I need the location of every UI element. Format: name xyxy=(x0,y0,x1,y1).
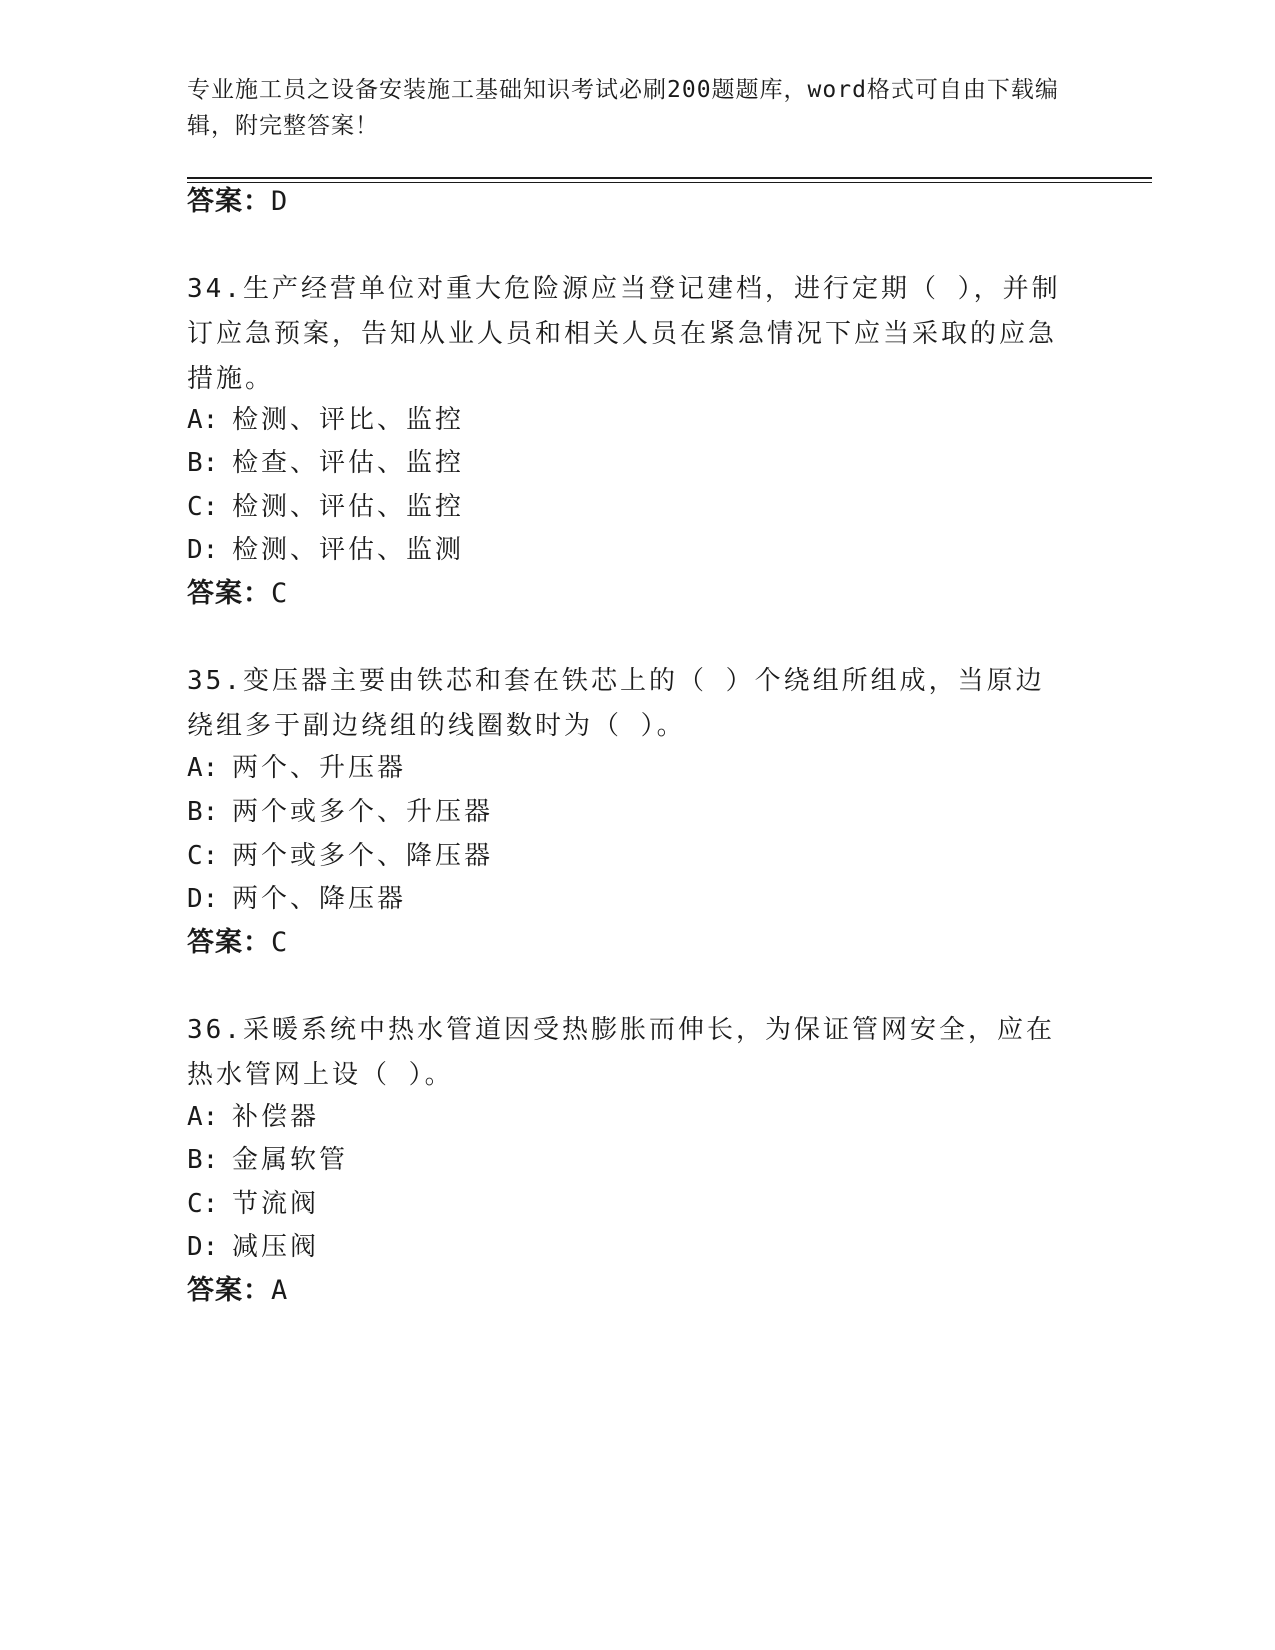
option-text: 金属软管 xyxy=(232,1145,349,1175)
option-letter: A: xyxy=(187,1102,219,1132)
question-36-option-a xyxy=(187,1099,319,1135)
option-letter: D: xyxy=(187,535,219,565)
question-35-option-d xyxy=(187,881,406,917)
question-34-option-b xyxy=(187,445,464,481)
option-letter: D: xyxy=(187,1232,219,1262)
option-text: 检测、评估、监测 xyxy=(232,535,465,565)
option-text: 节流阀 xyxy=(232,1189,320,1219)
question-34-option-a xyxy=(187,402,464,438)
option-text: 两个或多个、降压器 xyxy=(232,841,494,871)
option-text: 两个或多个、升压器 xyxy=(232,797,494,827)
question-34-option-c xyxy=(187,489,464,525)
answer-line-prev xyxy=(187,184,288,220)
question-36-option-c xyxy=(187,1186,319,1222)
option-letter: B: xyxy=(187,1145,219,1175)
question-35-option-a xyxy=(187,750,406,786)
answer-label: 答案： xyxy=(187,927,271,958)
option-text: 检查、评估、监控 xyxy=(232,448,465,478)
question-34-option-d xyxy=(187,532,464,568)
option-text: 补偿器 xyxy=(232,1102,320,1132)
question-35-answer xyxy=(187,925,288,961)
option-letter: B: xyxy=(187,448,219,478)
option-letter: A: xyxy=(187,405,219,435)
page-header-title: 专业施工员之设备安装施工基础知识考试必刷200题题库，word格式可自由下载编辑，附完整答案！ xyxy=(187,77,1059,139)
question-36-answer xyxy=(187,1273,288,1309)
option-text: 减压阀 xyxy=(232,1232,320,1262)
option-letter: C: xyxy=(187,841,219,871)
option-text: 检测、评估、监控 xyxy=(232,492,465,522)
question-34-answer xyxy=(187,576,288,612)
question-36-stem: 36.采暖系统中热水管道因受热膨胀而伸长，为保证管网安全，应在热水管网上设（ ）。 xyxy=(187,1015,1055,1090)
answer-value: D xyxy=(271,186,289,217)
answer-value: A xyxy=(271,1275,289,1306)
option-text: 两个、降压器 xyxy=(232,884,407,914)
answer-value: C xyxy=(271,927,289,958)
answer-value: C xyxy=(271,578,289,609)
answer-label: 答案： xyxy=(187,1275,271,1306)
answer-label: 答案： xyxy=(187,578,271,609)
option-letter: C: xyxy=(187,1189,219,1219)
option-letter: B: xyxy=(187,797,219,827)
option-letter: A: xyxy=(187,753,219,783)
question-35-option-c xyxy=(187,838,493,874)
question-35-stem: 35.变压器主要由铁芯和套在铁芯上的（ ）个绕组所组成，当原边绕组多于副边绕组的线圈数时为（ ）。 xyxy=(187,666,1045,741)
header-divider-thick xyxy=(187,177,1152,179)
option-text: 检测、评比、监控 xyxy=(232,405,465,435)
question-36-option-d xyxy=(187,1229,319,1265)
question-35-option-b xyxy=(187,794,493,830)
question-36-option-b xyxy=(187,1142,348,1178)
option-text: 两个、升压器 xyxy=(232,753,407,783)
header-divider-thin xyxy=(187,182,1152,183)
question-34-stem: 34.生产经营单位对重大危险源应当登记建档，进行定期（ ），并制订应急预案，告知从业人员和相关人员在紧急情况下应当采取的应急措施。 xyxy=(187,274,1061,394)
option-letter: D: xyxy=(187,884,219,914)
answer-label: 答案： xyxy=(187,186,271,217)
option-letter: C: xyxy=(187,492,219,522)
